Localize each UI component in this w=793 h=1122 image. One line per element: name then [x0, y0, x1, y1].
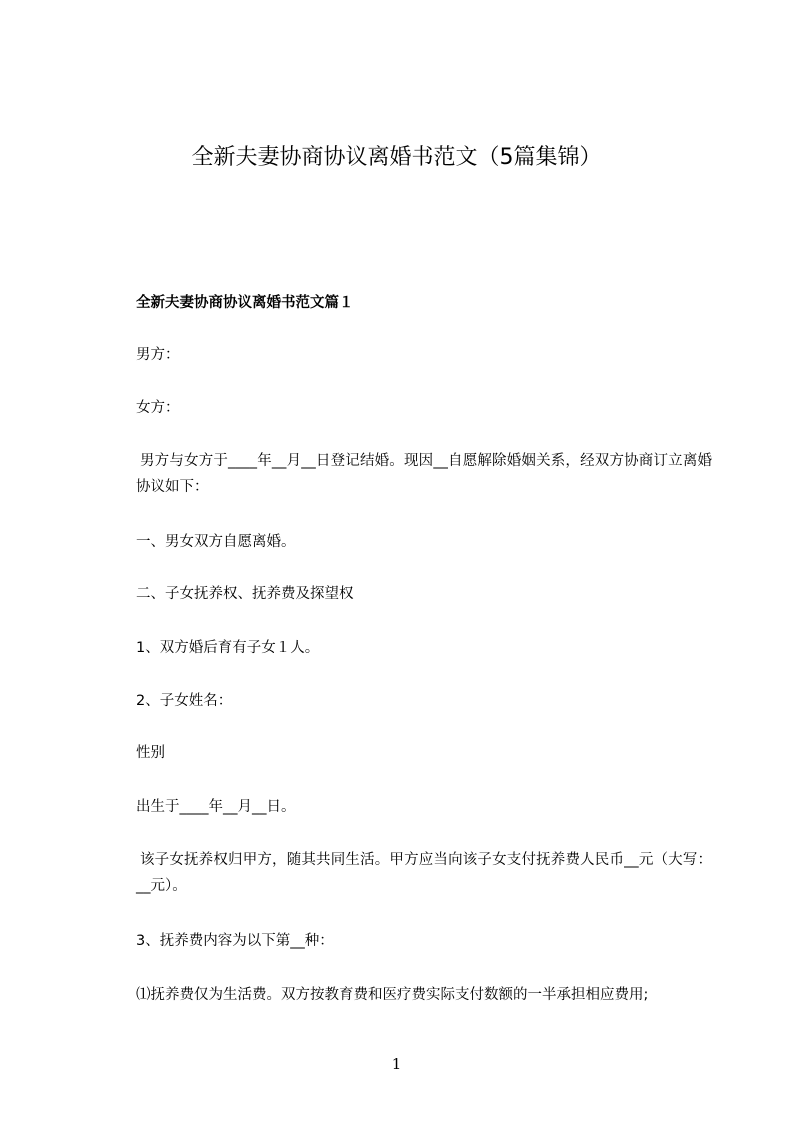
husband-line: 男方： [136, 347, 180, 363]
item-3: 3、抚养费内容为以下第__种： [136, 933, 334, 949]
intro-paragraph: 男方与女方于____年__月__日登记结婚。现因__自愿解除婚姻关系，经双方协商订立离婚协议如下： [136, 453, 712, 495]
clause-2: 二、子女抚养权、抚养费及探望权 [136, 586, 354, 602]
item-2: 2、子女姓名： [136, 693, 233, 709]
custody-paragraph: 该子女抚养权归甲方，随其共同生活。甲方应当向该子女支付抚养费人民币__元（大写：__元）。 [136, 852, 712, 894]
option-1: ⑴抚养费仅为生活费。双方按教育费和医疗费实际支付数额的一半承担相应费用; [136, 987, 649, 1003]
clause-1: 一、男女双方自愿离婚。 [136, 534, 296, 550]
birth-line: 出生于____年__月__日。 [136, 799, 296, 815]
page-number: 1 [391, 1055, 402, 1073]
wife-line: 女方： [136, 400, 180, 416]
section-heading: 全新夫妻协商协议离婚书范文篇１ [136, 295, 354, 311]
item-1: 1、双方婚后育有子女１人。 [136, 640, 320, 656]
gender-line: 性别 [136, 745, 165, 761]
document-title: 全新夫妻协商协议离婚书范文（5篇集锦） [191, 145, 602, 170]
